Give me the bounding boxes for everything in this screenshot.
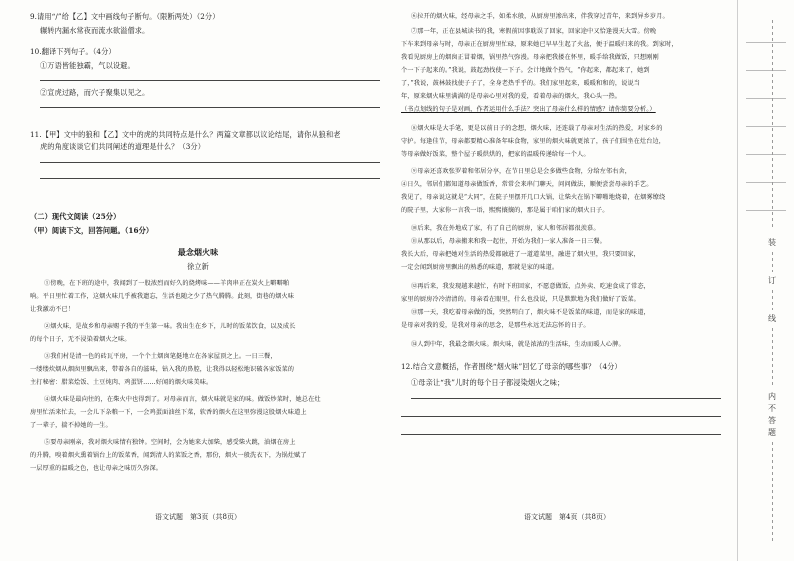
answer-line[interactable]	[40, 178, 380, 179]
para-line: 我见了，母亲说这就是“大同”，在院子里摆开几口大锅，让柴火在锅下噼啪地烧着，在烟雾缭绕	[401, 194, 666, 201]
article-title: 最念烟火味	[177, 247, 219, 257]
gutter-rule	[746, 126, 786, 127]
para-line: ③我们村是清一色的砖瓦平房，一个个土烟囱笔挺地立在各家屋顶之上。一日三餐，	[44, 353, 277, 360]
para-line: ⑭人到中年，我最念烟火味。烟火味，就是浓浓的生活味，生动而暖人心脾。	[411, 341, 625, 348]
answer-line[interactable]	[401, 416, 721, 417]
para-line: 了，”我说，鼓林鼓找使子子了，全身老热乎乎的。我们家里起来，暖暖和和的，说说当	[401, 80, 641, 87]
para-line: 我看见厨房上的烟囱正冒着烟，锅里热气弥漫。母亲把我搂在怀里，暖手给我做饭，只想刚刚	[401, 54, 659, 61]
q9-prompt: 9.请用“/”给【乙】文中画线句子断句。（限断两处）（2分）	[30, 12, 220, 21]
binding-line	[772, 20, 773, 230]
binding-mark: 答	[768, 416, 776, 425]
para-line: 响。平日里忙着工作，这烟火味几乎被我遗忘，生活也随之少了热气腾腾。此刻，街巷的烟火味	[30, 293, 295, 300]
binding-line	[772, 442, 773, 542]
right-page	[397, 0, 737, 561]
gutter-rule	[746, 154, 786, 155]
para-line: ⑩后来，我在外地成了家，有了自己的厨房，家人和邻居都很羡慕。	[411, 225, 600, 232]
gutter-rule	[746, 42, 786, 43]
para-line: 守护。每逢佳节，母亲都要精心准备年味食物，家里的烟火味就更浓了，孩子们围坐在灶台边，	[401, 138, 666, 145]
q11-prompt-b: 虎的角度谈谈它们共同阐述的道理是什么？（3分）	[40, 142, 206, 151]
para-line: ⑪从那以后，母亲搬来和我一起住，开始为我们一家人准备一日三餐。	[411, 238, 606, 245]
binding-mark: 订	[768, 276, 776, 285]
q10-prompt: 10.翻译下列句子。（4分）	[30, 47, 116, 56]
para-line: 的每个日子，无不浸染着烟火之味。	[30, 336, 131, 343]
para-line: 年，原来烟火味里满满的是母亲心里对我的爱，看着母亲的烟火，我心头一热。	[401, 93, 622, 100]
para-line: ⑥拉开的烟火味，经母亲之手，如柔水般，从厨房里渗出来，伴我穿过青年，来到异乡岁月。	[411, 13, 669, 20]
answer-line[interactable]	[40, 162, 380, 163]
gutter-rule	[746, 70, 786, 71]
binding-mark: 装	[768, 238, 776, 247]
para-line: 一缕缕炊烟从烟囱里飘出来，带着各自的滋味，钻入我的鼻腔，让我得以轻松地识破各家饭菜的	[30, 366, 295, 373]
para-line: ⑬那一天，我吃着母亲做的饭，突然明白了，烟火味不是饭菜的味道，而是家的味道，	[411, 309, 650, 316]
para-line: 了一辈子，揣不掉她的一生。	[30, 422, 112, 429]
q10-item-1: ①万语皆能独霸，气以设避。	[40, 61, 135, 70]
binding-mark: 不	[768, 404, 776, 413]
para-line: 房里忙活来忙去，一会儿下杂粮一下，一会鸡蛋面油丝下菜，软香的烟火在这里弥漫这股烟火味道上	[30, 409, 307, 416]
answer-line[interactable]	[40, 80, 380, 81]
para-line: 让我激动不已！	[30, 306, 75, 313]
para-line: 等母亲做好饭菜，整个屋子暖烘烘的，把家的温暖传递给每一个人。	[401, 151, 590, 158]
binding-gutter	[737, 0, 794, 561]
para-line: ⑫再后来，我发现越来越忙，有时下班回家，不愿意做饭，点外卖、吃速食成了常态，	[411, 283, 650, 290]
binding-line	[772, 290, 773, 310]
binding-mark: 题	[768, 428, 776, 437]
para-line: ①傍晚，在下班的途中，我闻到了一股浓烈而好久的烧烤味——羊肉串正在炭火上噼噼啪	[44, 280, 290, 287]
para-line: ⑦那一年，正在县城读书的我，寒假前因事耽误了回家，回家途中又恰逢漫天大雪。傍晚	[411, 28, 657, 35]
binding-mark: 线	[768, 314, 776, 323]
left-page	[0, 0, 396, 561]
para-line: 是母亲对我的爱，是我对母亲的思念，是那些永远无法忘怀的日子。	[401, 322, 590, 329]
para-line: ⑧烟火味是大手笔，更是以前日子的念想，烟火味，还连载了母亲对生活的热爱，对家乡的	[411, 125, 663, 132]
para-line: 我长大后，母亲把她对生活的热爱都融进了一道道菜里，融进了烟火里，我只要回家，	[401, 251, 640, 258]
para-line: 一层厚重的温暖之色，也让母亲之味历久弥深。	[30, 465, 163, 472]
binding-line	[772, 328, 773, 388]
para-line: 的升腾，嗅着烟火熏着锅台上的饭菜香，闻到清人的菜饭之香，那份，烟火一般洗衣下，为锅灶赋了	[30, 452, 307, 459]
gutter-rule	[746, 182, 786, 183]
para-line: ④烟火味是最向往的，在柴火中也得到了。对母亲而言，烟火味就是家的味。做饭炒菜时，她总在灶	[44, 396, 321, 403]
binding-line	[772, 252, 773, 272]
para-line-underlined: （书点划线的句子是对画，作者运用什么手法？突出了母亲什么样的情感？请你简要分析。）	[401, 106, 656, 113]
para-line: 的院子里，大家你一言我一语，熙熙攘攘的，那是属于咱们家的烟火日子。	[401, 207, 609, 214]
gutter-rule	[746, 98, 786, 99]
q12-answer-1: ①母亲让“我”儿时的每个日子都浸染烟火之味；	[411, 378, 565, 387]
para-line: 个一下子起来的。”我说，鼓起劲找使一下子。会计地做个热气，“你起来，都起来了，她到	[401, 67, 650, 74]
para-line: ②烟火味，是故乡和母亲赐予我的平生第一味。我出生在乡下，儿时的饭菜饮食，以及成长	[44, 323, 296, 330]
gutter-rule	[746, 210, 786, 211]
para-line: ④日久，邻居们都知道母亲做饭香，常常会来串门聊天，问问做法，顺便尝尝母亲的手艺。	[401, 181, 653, 188]
page-footer: 语文试题 第4页（共8页）	[524, 513, 610, 521]
page-footer: 语文试题 第3页（共8页）	[155, 513, 241, 521]
para-line: 下车来到母亲与时，母亲正在厨房里忙碌，原来她已早早生起了火盆，便于温暖归来的我。到家时，	[401, 41, 678, 48]
para-line: 一定会闻到厨房里飘出的熟悉的味道，那就是家的味道。	[401, 264, 559, 271]
binding-mark: 内	[768, 392, 776, 401]
para-line: ⑤要母亲刚亲，我对烟火味情有独钟。空间时，会为她来大加柴，感受柴火跳，油烟在房上	[44, 439, 296, 446]
answer-line[interactable]	[401, 434, 721, 435]
q11-prompt-a: 11.【甲】文中的狼和【乙】文中的虎的共同特点是什么？两篇文章都以议论结尾，请你从狼和老	[30, 130, 341, 139]
q9-sentence: 辗转内漏水常夜而流水欲溢僧求。	[40, 26, 150, 35]
q12-prompt: 12.结合文意概括，作者围绕“烟火味”回忆了母亲的哪些事？（4分）	[401, 362, 622, 371]
para-line: 主打秘密：腊菜烩饭、土豆炖肉、鸡蛋饼……好闻的烟火味美味。	[30, 379, 213, 386]
para-line: ⑨母亲还喜欢张罗着和邻居分享，在节日里总是会多做些食物，分给左邻右舍，	[411, 168, 632, 175]
section-heading: （二）现代文阅读（25分）	[30, 212, 121, 221]
q10-item-2: ②宣虎过路，而穴子聚集以见之。	[40, 88, 150, 97]
article-author: 徐立新	[187, 262, 209, 271]
subsection-heading: （甲）阅读下文，回答问题。（16分）	[30, 226, 154, 235]
answer-line[interactable]	[40, 107, 380, 108]
answer-line[interactable]	[411, 398, 721, 399]
para-line: 家里的厨房冷冷清清的。母亲看在眼里，什么也没说，只是默默地为我们做好了饭菜。	[401, 296, 640, 303]
